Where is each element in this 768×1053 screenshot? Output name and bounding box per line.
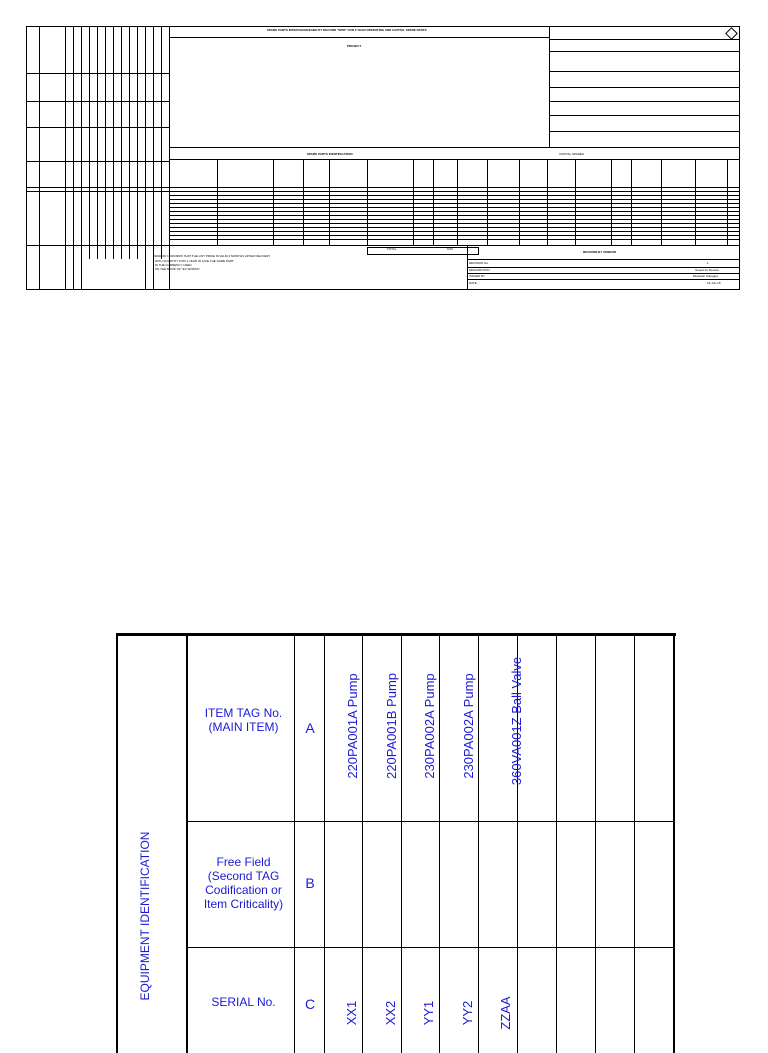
grid-line — [549, 115, 739, 116]
item-tag-value: 360VA001Z Ball Valve — [509, 656, 524, 786]
grid-line — [362, 633, 363, 1053]
revision-by-vendor: REVISION BY VENDOR — [583, 250, 616, 254]
item-tag-value: 230PA002A Pump — [461, 673, 476, 779]
grid-line — [324, 633, 325, 1053]
row-code-a: A — [305, 720, 315, 736]
equipment-identification-zoom — [116, 633, 676, 1053]
grid-line — [575, 159, 576, 245]
grid-line — [169, 203, 739, 204]
diamond-icon — [725, 27, 738, 40]
grid-line — [27, 191, 739, 192]
rev-label-1: DESCRIPTION — [469, 268, 490, 272]
grid-line — [611, 159, 612, 245]
rev-value-2: Modestic Subagiyo — [693, 274, 719, 278]
grid-line — [145, 27, 146, 289]
grid-line — [457, 159, 458, 245]
grid-line — [169, 207, 739, 208]
capital-spares-label: CAPITAL SPARES — [559, 152, 584, 156]
item-tag-label: ITEM TAG No. (MAIN ITEM) — [204, 706, 283, 734]
row-code-c: C — [304, 996, 316, 1012]
grid-line — [217, 159, 218, 245]
grid-line — [549, 71, 739, 72]
grid-line — [27, 101, 169, 102]
grid-line — [137, 27, 138, 259]
rev-value-1: Issued for Review — [695, 268, 719, 272]
grid-line — [169, 147, 739, 148]
grid-line — [467, 259, 739, 260]
grid-line — [169, 199, 739, 200]
grid-line — [661, 159, 662, 245]
grid-line — [65, 27, 66, 289]
item-tag-value: 220PA001B Pump — [384, 673, 399, 779]
grid-line — [89, 27, 90, 259]
grid-line — [113, 27, 114, 259]
serial-value: XX1 — [344, 1000, 359, 1026]
rev-label-0: REVISION No. — [469, 261, 489, 265]
grid-line — [303, 159, 304, 245]
rev-value-0: 1 — [707, 261, 709, 265]
grid-line — [161, 27, 162, 259]
grid-line — [478, 633, 479, 1053]
grid-line — [169, 235, 739, 236]
note-line: - IN THE CURRENCY USED — [153, 263, 192, 267]
grid-line — [367, 159, 368, 245]
row-divider — [186, 821, 675, 822]
grid-line — [169, 231, 739, 232]
grid-line — [487, 159, 488, 245]
grid-line — [169, 159, 739, 160]
grid-line — [153, 27, 154, 289]
grid-line — [556, 633, 557, 1053]
grid-line — [413, 159, 414, 245]
total-label: TOTAL — [387, 247, 397, 251]
grid-line — [467, 245, 468, 289]
grid-line — [169, 195, 739, 196]
grid-line — [27, 245, 739, 246]
grid-line — [169, 223, 739, 224]
grid-line — [169, 211, 739, 212]
spare-parts-identification: SPARE PARTS IDENTIFICATION — [307, 152, 353, 156]
grid-line — [105, 27, 106, 259]
grid-line — [273, 159, 274, 245]
grid-line — [634, 633, 635, 1053]
equipment-identification-label: EQUIPMENT IDENTIFICATION — [138, 831, 152, 1001]
grid-line — [549, 51, 739, 52]
grid-line — [549, 87, 739, 88]
grid-line — [467, 279, 739, 280]
grid-line — [549, 39, 739, 40]
serial-no-label: SERIAL No. — [211, 995, 276, 1009]
grid-line — [439, 633, 440, 1053]
grid-line — [97, 27, 98, 259]
total-value: 0.00 — [447, 247, 453, 251]
item-tag-value: 230PA002A Pump — [422, 673, 437, 779]
grid-line — [169, 37, 549, 38]
grid-line — [294, 633, 295, 1053]
row-divider — [186, 947, 675, 948]
grid-line — [595, 633, 596, 1053]
grid-line — [169, 219, 739, 220]
border-right — [673, 633, 675, 1053]
total-box — [367, 247, 479, 255]
spir-sheet-thumbnail — [26, 26, 740, 290]
grid-line — [401, 633, 402, 1053]
grid-line — [27, 187, 739, 188]
grid-line — [169, 27, 170, 289]
serial-value: ZZAA — [498, 996, 513, 1030]
serial-value: XX2 — [383, 1000, 398, 1026]
grid-line — [169, 215, 739, 216]
grid-line — [549, 131, 739, 132]
grid-line — [169, 227, 739, 228]
grid-line — [549, 101, 739, 102]
rev-value-3: 15-Jun-16 — [707, 281, 721, 285]
sheet-title: SPARE PARTS INTERCHANGEABILITY RECORD "SPIR" FOR 2 YEAR OPERATING AND CAPITAL SPARE PARTS — [267, 28, 427, 32]
note-line: - WITH QUANTITY FOR 1 YEAR IN LATE THE SAME PART — [153, 259, 234, 263]
serial-value: YY2 — [460, 1000, 475, 1026]
grid-line — [433, 159, 434, 245]
grid-line — [27, 127, 169, 128]
item-tag-value: 220PA001A Pump — [345, 673, 360, 779]
grid-line — [631, 159, 632, 245]
border-top — [116, 633, 676, 636]
grid-line — [39, 27, 40, 289]
rev-label-2: ISSUED BY — [469, 274, 486, 278]
border-left — [116, 633, 118, 1053]
rev-label-3: DATE — [469, 281, 477, 285]
serial-value: YY1 — [421, 1000, 436, 1026]
grid-line — [121, 27, 122, 259]
grid-line — [27, 73, 169, 74]
row-code-b: B — [305, 875, 315, 891]
project-label: PROJECT — [347, 44, 362, 48]
free-field-label: Free Field (Second TAG Codification or Item Criticality) — [203, 855, 284, 911]
grid-line — [547, 159, 548, 245]
border-section — [186, 633, 188, 1053]
grid-line — [727, 159, 728, 245]
note-line: VENDOR CONFIRMS THAT THE LIST PRICE IS VALID 2 MONTHS AFTER DELIVERY — [153, 254, 271, 258]
grid-line — [329, 159, 330, 245]
grid-line — [169, 239, 739, 240]
grid-line — [129, 27, 130, 259]
grid-line — [27, 161, 169, 162]
note-line: - ON THE BASIS OF "EX WORKS" — [153, 267, 200, 271]
grid-line — [73, 27, 74, 289]
grid-line — [695, 159, 696, 245]
grid-line — [519, 159, 520, 245]
grid-line — [81, 27, 82, 289]
